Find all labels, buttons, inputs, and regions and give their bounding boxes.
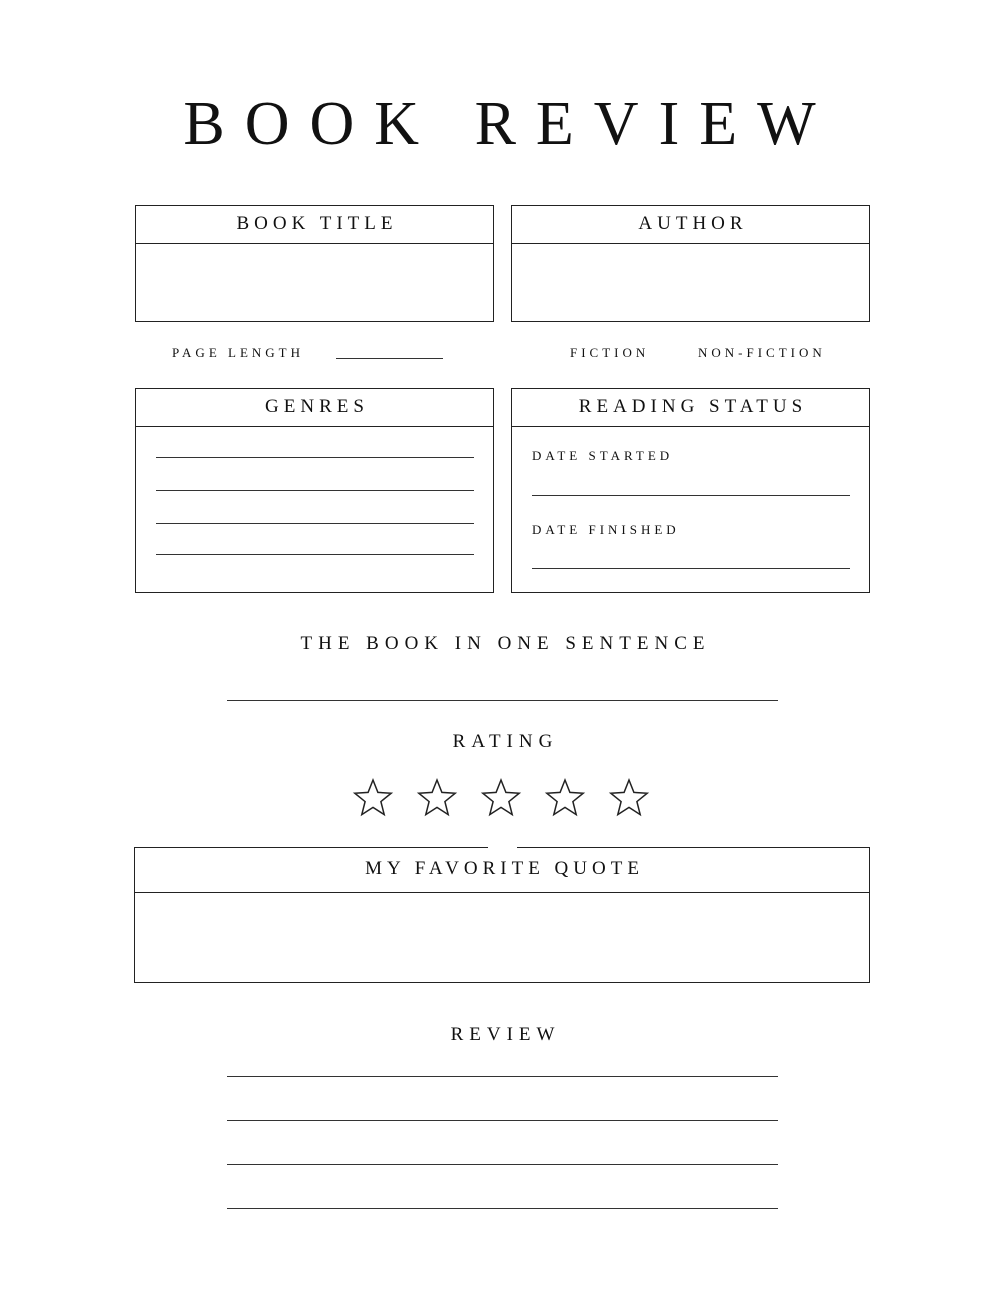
date-started-field[interactable]	[532, 495, 850, 496]
date-finished-label: DATE FINISHED	[532, 522, 680, 537]
author-label: AUTHOR	[512, 206, 869, 244]
rating-stars	[352, 777, 654, 821]
quote-border-gap	[488, 845, 517, 850]
fiction-option[interactable]: FICTION	[570, 345, 650, 360]
favorite-quote-box	[134, 847, 870, 983]
book-title-box	[135, 205, 494, 322]
star-icon[interactable]	[480, 777, 522, 819]
star-icon[interactable]	[608, 777, 650, 819]
rating-label: RATING	[452, 731, 559, 752]
one-sentence-label: THE BOOK IN ONE SENTENCE	[300, 633, 711, 654]
reading-status-body	[512, 427, 869, 592]
star-icon[interactable]	[352, 777, 394, 819]
non-fiction-option[interactable]: NON-FICTION	[698, 345, 826, 360]
star-icon[interactable]	[416, 777, 458, 819]
favorite-quote-label: MY FAVORITE QUOTE	[135, 848, 869, 893]
review-line[interactable]	[227, 1208, 778, 1209]
genre-line[interactable]	[156, 554, 474, 555]
reading-status-label: READING STATUS	[512, 389, 869, 427]
one-sentence-field[interactable]	[227, 700, 778, 701]
reading-status-box	[511, 388, 870, 593]
genre-line[interactable]	[156, 490, 474, 491]
genre-line[interactable]	[156, 523, 474, 524]
genres-body	[136, 427, 493, 592]
date-finished-field[interactable]	[532, 568, 850, 569]
author-box	[511, 205, 870, 322]
genre-line[interactable]	[156, 457, 474, 458]
genres-box	[135, 388, 494, 593]
review-line[interactable]	[227, 1120, 778, 1121]
page-length-label: PAGE LENGTH	[172, 345, 304, 360]
genres-label: GENRES	[136, 389, 493, 427]
review-label: REVIEW	[450, 1024, 561, 1045]
review-line[interactable]	[227, 1164, 778, 1165]
book-title-label: BOOK TITLE	[136, 206, 493, 244]
book-title-field[interactable]	[136, 244, 493, 321]
date-started-label: DATE STARTED	[532, 448, 674, 463]
favorite-quote-field[interactable]	[135, 893, 869, 981]
star-icon[interactable]	[544, 777, 586, 819]
page-title: BOOK REVIEW	[183, 90, 836, 158]
review-line[interactable]	[227, 1076, 778, 1077]
author-field[interactable]	[512, 244, 869, 321]
page-length-field[interactable]	[336, 358, 443, 359]
